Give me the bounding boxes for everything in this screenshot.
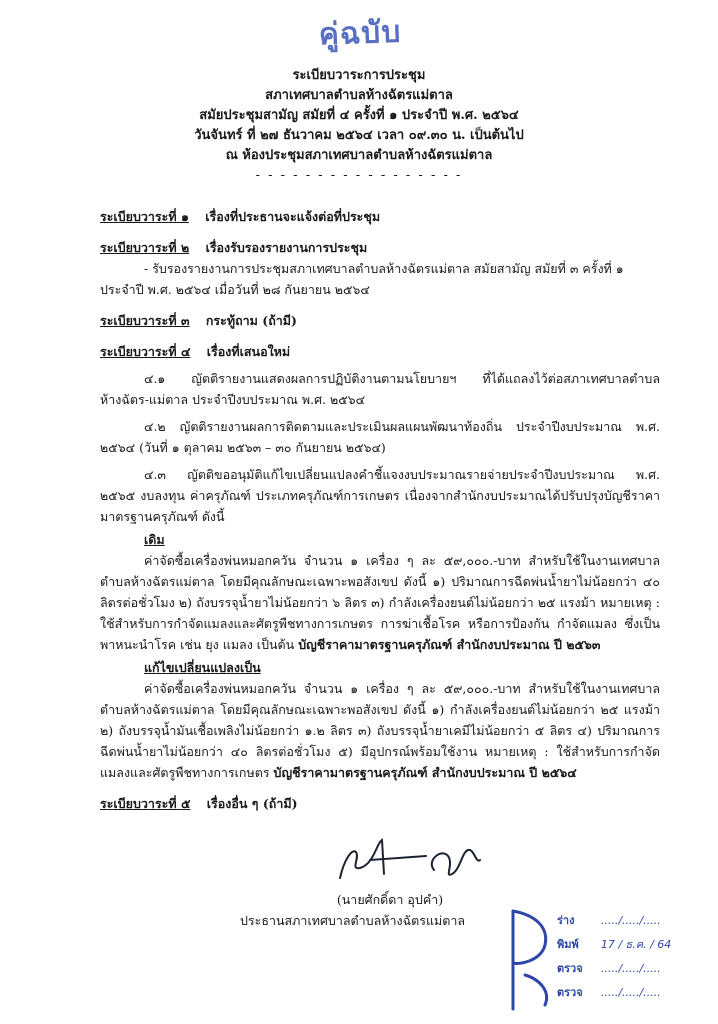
header-line-1: ระเบียบวาระการประชุม xyxy=(292,68,426,83)
agenda-1-number: ระเบียบวาระที่ ๑ xyxy=(100,209,189,224)
proof-stamp-mark-icon xyxy=(505,905,565,1015)
agenda-3-title: กระทู้ถาม (ถ้ามี) xyxy=(205,313,297,328)
proof-row-check-1 xyxy=(557,959,697,977)
proof-row-check-2-value: ...../...../..... xyxy=(600,986,661,999)
agenda-5 xyxy=(100,793,660,814)
new-description xyxy=(100,678,660,783)
old-reference: บัญชีราคามาตรฐานครุภัณฑ์ สำนักงบประมาณ ปี ๒๕๖๓ xyxy=(298,637,601,652)
agenda-2-number: ระเบียบวาระที่ ๒ xyxy=(100,240,190,255)
new-reference: บัญชีราคามาตรฐานครุภัณฑ์ สำนักงบประมาณ ปี ๒๕๖๔ xyxy=(273,765,577,780)
agenda-1 xyxy=(100,206,660,227)
agenda-1-title: เรื่องที่ประธานจะแจ้งต่อที่ประชุม xyxy=(205,209,381,224)
agenda-5-number: ระเบียบวาระที่ ๕ xyxy=(100,796,191,811)
proof-row-draft xyxy=(557,911,697,929)
agenda-2-text-1: - รับรองรายงานการประชุมสภาเทศบาลตำบลห้างฉัตรแม่ตาล สมัยสามัญ สมัยที่ ๓ ครั้งที่ ๑ xyxy=(144,261,624,276)
agenda-2-text-2: ประจำปี พ.ศ. ๒๕๖๔ เมื่อวันที่ ๒๘ กันยายน ๒๕๖๔ xyxy=(100,282,370,297)
header-line-2: สภาเทศบาลตำบลห้างฉัตรแม่ตาล xyxy=(265,88,453,103)
old-label: เดิม xyxy=(144,532,165,547)
agenda-3 xyxy=(100,310,660,331)
proof-row-print xyxy=(557,935,697,953)
proof-row-check-1-label: ตรวจ xyxy=(557,962,583,975)
proof-row-check-1-value: ...../...../..... xyxy=(600,962,661,975)
proof-row-print-label: พิมพ์ xyxy=(557,938,579,951)
agenda-3-number: ระเบียบวาระที่ ๓ xyxy=(100,313,190,328)
signature-image xyxy=(290,830,590,890)
agenda-4-number: ระเบียบวาระที่ ๔ xyxy=(100,344,191,359)
agenda-4-item-1: ๔.๑ ญัตติรายงานแสดงผลการปฏิบัติงานตามนโยบายฯ ที่ได้แถลงไว้ต่อสภาเทศบาลตำบลห้างฉัตร-แม่ตาล ประจำปีงบประมาณ พ.ศ. ๒๕๖๔ xyxy=(100,371,660,407)
signer-name: (นายศักดิ์ดา อุปคำ) xyxy=(336,892,444,907)
proof-row-print-value: 17 / ธ.ค. / 64 xyxy=(600,938,672,951)
header-divider: - - - - - - - - - - - - - - - - - xyxy=(255,168,463,183)
agenda-2 xyxy=(100,237,660,258)
agenda-4-item-3: ๔.๓ ญัตติขออนุมัติแก้ไขเปลี่ยนแปลงคำชี้แจงงบประมาณรายจ่ายประจำปีงบประมาณ พ.ศ. ๒๕๖๕ งบลงทุน ค่าครุภัณฑ์ ประเภทครุภัณฑ์การเกษตร เนื่องจากสำนักงบประมาณได้ปรับปรุงบัญชีราคามาตรฐานครุภัณฑ์ ดังนี้ xyxy=(100,467,660,524)
handwritten-signature-icon xyxy=(330,830,490,888)
new-text: ค่าจัดซื้อเครื่องพ่นหมอกควัน จำนวน ๑ เครื่อง ๆ ละ ๕๙,๐๐๐.-บาท สำหรับใช้ในงานเทศบาลตำบลห้างฉัตรแม่ตาล โดยมีคุณลักษณะเฉพาะพอสังเขป ดังนี้ ๑) กำลังเครื่องยนต์ไม่น้อยกว่า ๒๕ แรงม้า ๒) ถังบรรจุน้ำมันเชื้อเพลิงไม่น้อยกว่า ๑.๒ ลิตร ๓) ถังบรรจุน้ำยาเคมีไม่น้อยกว่า ๕ ลิตร ๔) ปริมาณการฉีดพ่นน้ำยาไม่น้อยกว่า ๔๐ ลิตรต่อชั่วโมง ๕) มีอุปกรณ์พร้อมใช้งาน หมายเหตุ : ใช้สำหรับการกำจัดแมลงและศัตรูพืชทางการเกษตร xyxy=(100,681,660,780)
document-header xyxy=(0,66,718,186)
header-line-5: ณ ห้องประชุมสภาเทศบาลตำบลห้างฉัตรแม่ตาล xyxy=(225,148,493,163)
proof-row-draft-value: ...../...../..... xyxy=(600,914,661,927)
agenda-4-item-2: ๔.๒ ญัตติรายงานผลการติดตามและประเมินผลแผนพัฒนาท้องถิ่น ประจำปีงบประมาณ พ.ศ. ๒๕๖๔ (วันที่ ๑ ตุลาคม ๒๕๖๓ – ๓๐ กันยายน ๒๕๖๔) xyxy=(100,419,660,455)
header-line-3: สมัยประชุมสามัญ สมัยที่ ๔ ครั้งที่ ๑ ประจำปี พ.ศ. ๒๕๖๔ xyxy=(199,108,519,123)
agenda-5-title: เรื่องอื่น ๆ (ถ้ามี) xyxy=(206,796,298,811)
agenda-2-title: เรื่องรับรองรายงานการประชุม xyxy=(205,240,368,255)
proof-row-check-2-label: ตรวจ xyxy=(557,986,583,999)
new-label: แก้ไขเปลี่ยนแปลงเป็น xyxy=(144,660,261,675)
proof-row-draft-label: ร่าง xyxy=(557,914,575,927)
copy-stamp: คู่ฉบับ xyxy=(318,14,402,52)
document-body xyxy=(100,196,660,814)
proof-row-check-2 xyxy=(557,983,697,1001)
agenda-4-title: เรื่องที่เสนอใหม่ xyxy=(206,344,291,359)
agenda-4 xyxy=(100,341,660,362)
signer-position: ประธานสภาเทศบาลตำบลห้างฉัตรแม่ตาล xyxy=(240,913,466,928)
header-line-4: วันจันทร์ ที่ ๒๗ ธันวาคม ๒๕๖๔ เวลา ๐๙.๓๐ น. เป็นต้นไป xyxy=(194,128,524,143)
old-text: ค่าจัดซื้อเครื่องพ่นหมอกควัน จำนวน ๑ เครื่อง ๆ ละ ๕๙,๐๐๐.-บาท สำหรับใช้ในงานเทศบาลตำบลห้างฉัตรแม่ตาล โดยมีคุณลักษณะเฉพาะพอสังเขป ดังนี้ ๑) ปริมาณการฉีดพ่นน้ำยาไม่น้อยกว่า ๔๐ ลิตรต่อชั่วโมง ๒) ถังบรรจุน้ำยาไม่น้อยกว่า ๖ ลิตร ๓) กำลังเครื่องยนต์ไม่น้อยกว่า ๒๕ แรงม้า หมายเหตุ : ใช้สำหรับการกำจัดแมลงและศัตรูพืชทางการเกษตร การฆ่าเชื้อโรค หรือการป้องกัน กำจัดแมลง ซึ่งเป็นพาหนะนำโรค เช่น ยุง แมลง เป็นต้น xyxy=(100,553,660,652)
proof-stamp xyxy=(505,905,690,1015)
old-description xyxy=(100,550,660,655)
